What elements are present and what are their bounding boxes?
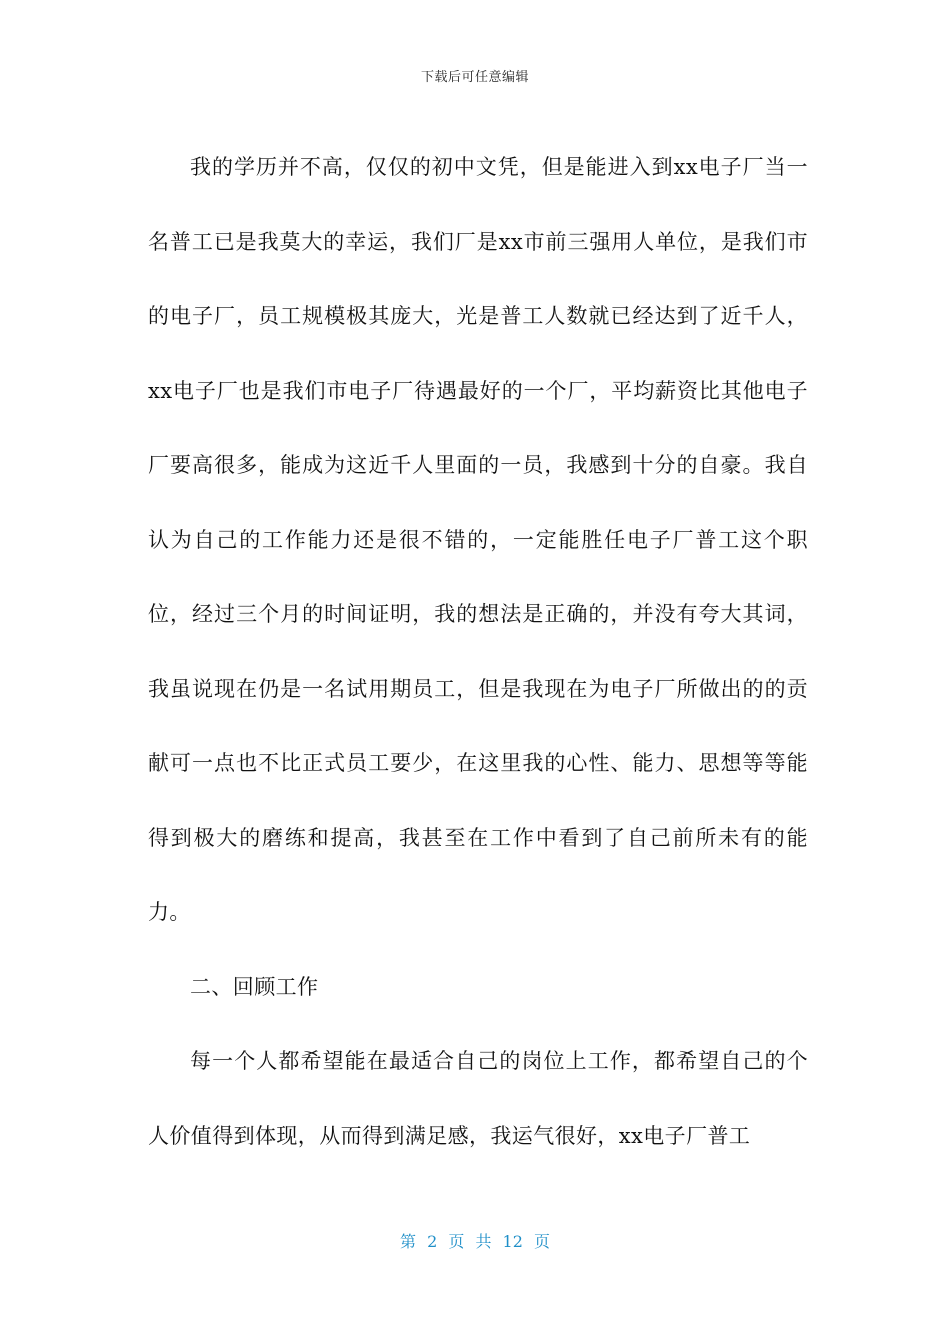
page-label-prefix: 第 — [399, 1232, 416, 1251]
document-body — [148, 130, 808, 1173]
section-heading: 二、回顾工作 — [190, 974, 319, 999]
paragraph-intro: 我的学历并不高，仅仅的初中文凭，但是能进入到xx电子厂当一名普工已是我莫大的幸运，我们厂是xx市前三强用人单位，是我们市的电子厂，员工规模极其庞大，光是普工人数就已经达到了近千人，xx电子厂也是我们市电子厂待遇最好的一个厂，平均薪资比其他电子厂要高很多，能成为这近千人里面的一员，我感到十分的自豪。我自认为自己的工作能力还是很不错的，一定能胜任电子厂普工这个职位，经过三个月的时间证明，我的想法是正确的，并没有夸大其词，我虽说现在仍是一名试用期员工，但是我现在为电子厂所做出的的贡献可一点也不比正式员工要少，在这里我的心性、能力、思想等等能得到极大的磨练和提高，我甚至在工作中看到了自己前所未有的能力。 — [148, 155, 808, 924]
total-pages: 12 — [502, 1232, 523, 1251]
page-label-mid: 页 共 — [448, 1232, 492, 1251]
paragraph-review: 每一个人都希望能在最适合自己的岗位上工作，都希望自己的个人价值得到体现，从而得到满足感，我运气很好，xx电子厂普工 — [148, 1049, 808, 1148]
page-label-suffix: 页 — [534, 1232, 551, 1251]
page-footer — [0, 1229, 950, 1252]
page-number: 2 — [427, 1232, 438, 1251]
page-header: 下载后可任意编辑 — [420, 70, 529, 85]
